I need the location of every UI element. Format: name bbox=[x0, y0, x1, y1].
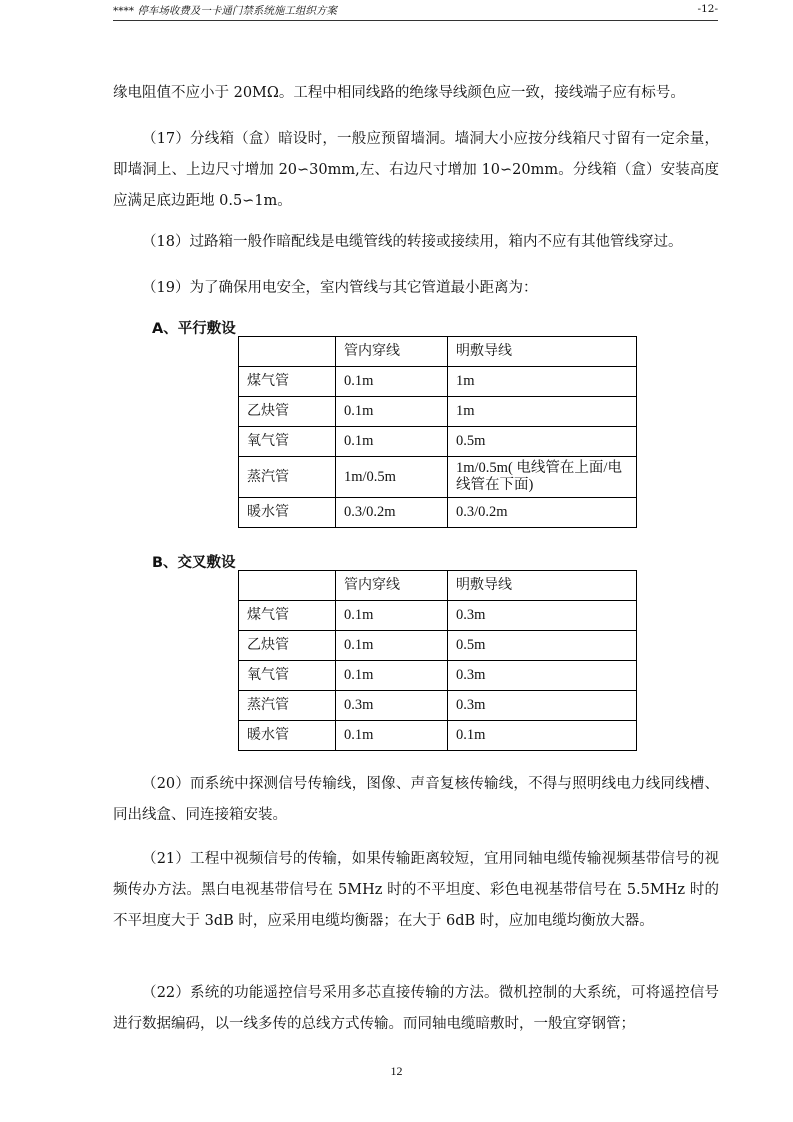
table-row bbox=[239, 691, 637, 721]
table-cell: 0.5m bbox=[448, 427, 637, 457]
table-parallel-laying bbox=[238, 336, 637, 528]
paragraph-18: （18）过路箱一般作暗配线是电缆管线的转接或接续用，箱内不应有其他管线穿过。 bbox=[142, 234, 683, 250]
table-cell: 0.3m bbox=[448, 661, 637, 691]
paragraph-20: （20）而系统中探测信号传输线，图像、声音复核传输线，不得与照明线电力线同线槽、同出线盒、同连接箱安装。 bbox=[113, 776, 719, 823]
table-cell: 暖水管 bbox=[239, 721, 336, 751]
table-cell: 1m/0.5m bbox=[336, 457, 448, 498]
table-row bbox=[239, 427, 637, 457]
table-cell: 蒸汽管 bbox=[239, 457, 336, 498]
table-header-row bbox=[239, 571, 637, 601]
table-header-cell: 管内穿线 bbox=[336, 337, 448, 367]
table-row bbox=[239, 661, 637, 691]
table-header-cell: 明敷导线 bbox=[448, 571, 637, 601]
table-row bbox=[239, 457, 637, 498]
table-cell: 1m bbox=[448, 397, 637, 427]
table-row bbox=[239, 631, 637, 661]
table-cell: 乙炔管 bbox=[239, 631, 336, 661]
paragraph-22: （22）系统的功能遥控信号采用多芯直接传输的方法。微机控制的大系统，可将遥控信号进行数据编码，以一线多传的总线方式传输。而同轴电缆暗敷时，一般宜穿钢管； bbox=[113, 985, 719, 1032]
table-cell: 蒸汽管 bbox=[239, 691, 336, 721]
table-row bbox=[239, 367, 637, 397]
table-cell: 0.1m bbox=[336, 397, 448, 427]
table-cell: 0.5m bbox=[448, 631, 637, 661]
table-row bbox=[239, 397, 637, 427]
table-header-cell bbox=[239, 571, 336, 601]
table-cell: 0.1m bbox=[336, 631, 448, 661]
table-cell: 煤气管 bbox=[239, 601, 336, 631]
table-row bbox=[239, 498, 637, 528]
table-cell: 0.3/0.2m bbox=[336, 498, 448, 528]
table-cell: 0.3m bbox=[336, 691, 448, 721]
table-cell: 0.3m bbox=[448, 691, 637, 721]
table-row bbox=[239, 601, 637, 631]
table-cell: 1m/0.5m( 电线管在上面/电线管在下面) bbox=[448, 457, 637, 498]
table-cell: 0.1m bbox=[336, 721, 448, 751]
table-cell: 0.3m bbox=[448, 601, 637, 631]
table-cell: 0.3/0.2m bbox=[448, 498, 637, 528]
page-header bbox=[113, 2, 718, 21]
table-cell: 氧气管 bbox=[239, 661, 336, 691]
table-cell: 0.1m bbox=[336, 601, 448, 631]
paragraph-21: （21）工程中视频信号的传输，如果传输距离较短，宜用同轴电缆传输视频基带信号的视频传办方法。黑白电视基带信号在 5MHz 时的不平坦度、彩色电视基带信号在 5.5MHz 时的不平坦度大于 3dB 时，应采用电缆均衡器；在大于 6dB 时，应加电缆均衡放大器。 bbox=[113, 851, 719, 929]
paragraph-continuation: 缘电阻值不应小于 20MΩ。工程中相同线路的绝缘导线颜色应一致，接线端子应有标号。 bbox=[113, 85, 685, 101]
page-footer-number: 12 bbox=[390, 1064, 403, 1078]
table-cell: 煤气管 bbox=[239, 367, 336, 397]
table-cross-laying bbox=[238, 570, 637, 751]
table-cell: 0.1m bbox=[336, 427, 448, 457]
table-row bbox=[239, 721, 637, 751]
paragraph-19: （19）为了确保用电安全，室内管线与其它管道最小距离为： bbox=[142, 280, 538, 296]
header-page-number: -12- bbox=[697, 3, 718, 15]
table-cell: 0.1m bbox=[336, 661, 448, 691]
table-cell: 1m bbox=[448, 367, 637, 397]
section-a-title: A、平行敷设 bbox=[152, 321, 236, 337]
table-cell: 0.1m bbox=[336, 367, 448, 397]
paragraph-17: （17）分线箱（盒）暗设时，一般应预留墙洞。墙洞大小应按分线箱尺寸留有一定余量，即墙洞上、上边尺寸增加 20∽30mm,左、右边尺寸增加 10∽20mm。分线箱（盒）安装高度应满足底边距地 0.5∽1m。 bbox=[113, 131, 719, 209]
table-cell: 氧气管 bbox=[239, 427, 336, 457]
header-title: **** 停车场收费及一卡通门禁系统施工组织方案 bbox=[113, 5, 337, 17]
table-header-row bbox=[239, 337, 637, 367]
table-header-cell bbox=[239, 337, 336, 367]
table-header-cell: 明敷导线 bbox=[448, 337, 637, 367]
table-cell: 暖水管 bbox=[239, 498, 336, 528]
table-cell: 乙炔管 bbox=[239, 397, 336, 427]
table-header-cell: 管内穿线 bbox=[336, 571, 448, 601]
section-b-title: B、交叉敷设 bbox=[152, 555, 236, 571]
table-cell: 0.1m bbox=[448, 721, 637, 751]
